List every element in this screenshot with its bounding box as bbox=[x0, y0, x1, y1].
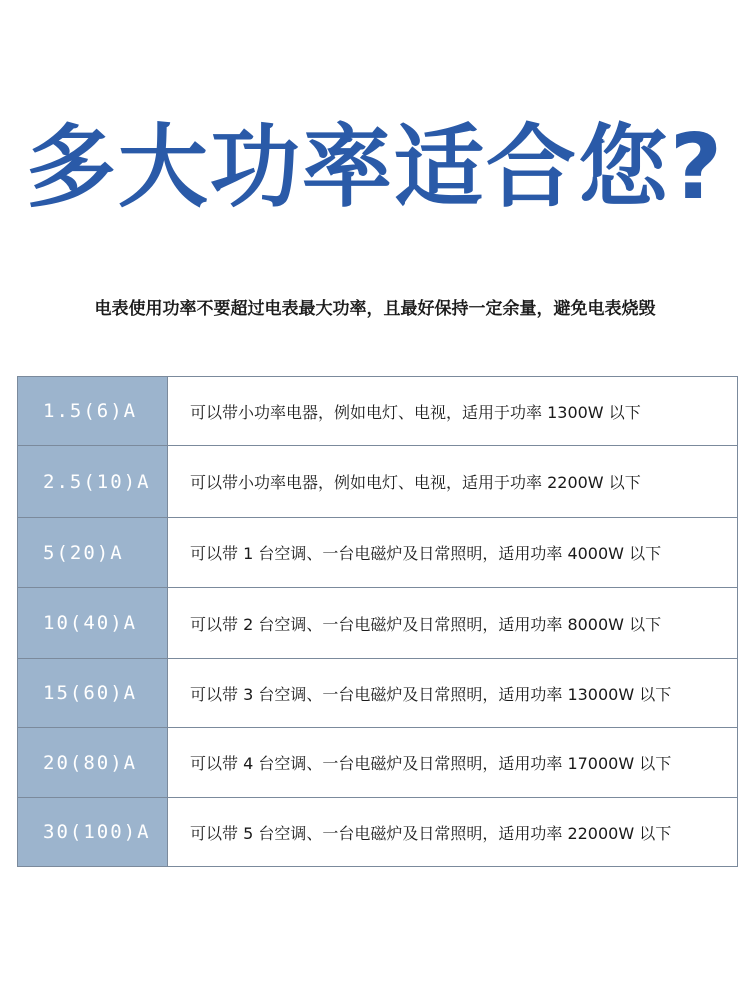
table-row bbox=[18, 446, 737, 518]
usage-description-cell: 可以带 3 台空调、一台电磁炉及日常照明，适用功率 13000W 以下 bbox=[168, 659, 737, 727]
meter-spec-cell: 20(80)A bbox=[18, 728, 168, 797]
page-subtitle: 电表使用功率不要超过电表最大功率，且最好保持一定余量，避免电表烧毁 bbox=[94, 299, 656, 319]
table-row bbox=[18, 377, 737, 446]
table-row bbox=[18, 588, 737, 659]
table-row bbox=[18, 798, 737, 866]
usage-description-cell: 可以带 1 台空调、一台电磁炉及日常照明，适用功率 4000W 以下 bbox=[168, 518, 737, 587]
meter-spec-cell: 2.5(10)A bbox=[18, 446, 168, 517]
table-row bbox=[18, 659, 737, 728]
meter-spec-cell: 1.5(6)A bbox=[18, 377, 168, 445]
usage-description-cell: 可以带小功率电器，例如电灯、电视，适用于功率 1300W 以下 bbox=[168, 377, 737, 445]
table-row bbox=[18, 728, 737, 798]
page-title: 多大功率适合您? bbox=[25, 115, 725, 220]
meter-spec-cell: 5(20)A bbox=[18, 518, 168, 587]
table-row bbox=[18, 518, 737, 588]
usage-description-cell: 可以带 2 台空调、一台电磁炉及日常照明，适用功率 8000W 以下 bbox=[168, 588, 737, 658]
power-rating-table bbox=[17, 376, 738, 867]
usage-description-cell: 可以带小功率电器，例如电灯、电视，适用于功率 2200W 以下 bbox=[168, 446, 737, 517]
usage-description-cell: 可以带 4 台空调、一台电磁炉及日常照明，适用功率 17000W 以下 bbox=[168, 728, 737, 797]
meter-spec-cell: 15(60)A bbox=[18, 659, 168, 727]
usage-description-cell: 可以带 5 台空调、一台电磁炉及日常照明，适用功率 22000W 以下 bbox=[168, 798, 737, 866]
meter-spec-cell: 10(40)A bbox=[18, 588, 168, 658]
meter-spec-cell: 30(100)A bbox=[18, 798, 168, 866]
